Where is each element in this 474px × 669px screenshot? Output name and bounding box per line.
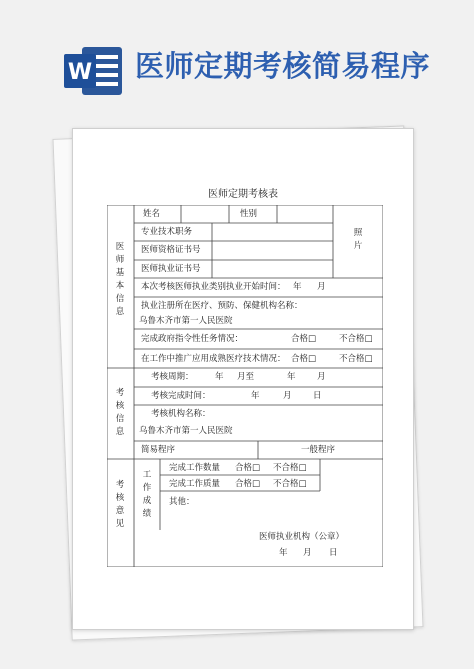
gov-task-label: 完成政府指令性任务情况： — [141, 334, 244, 344]
start-time-label: 本次考核医师执业类别执业开始时间： — [141, 282, 286, 292]
quality-label: 完成工作质量 — [169, 479, 221, 489]
gov-task-fail-checkbox[interactable]: 不合格□ — [339, 334, 373, 344]
period-label: 考核周期： — [151, 372, 194, 382]
complete-day: 日 — [313, 391, 322, 401]
promo-fail-checkbox[interactable]: 不合格□ — [339, 354, 373, 364]
gender-label: 性别 — [240, 209, 258, 219]
promo-pass-checkbox[interactable]: 合格□ — [291, 354, 317, 364]
word-document-icon — [64, 45, 124, 97]
start-month-label: 月 — [317, 282, 326, 292]
general-procedure-label: 一般程序 — [301, 445, 336, 455]
org-label: 考核机构名称： — [151, 409, 211, 419]
institution-value: 乌鲁木齐市第一人民医院 — [139, 316, 233, 326]
qualification-label: 医师资格证书号 — [141, 245, 201, 255]
photo-label: 照片 — [353, 228, 363, 251]
seal-month: 月 — [303, 548, 312, 558]
quality-fail-checkbox[interactable]: 不合格□ — [273, 479, 307, 489]
form-title: 医师定期考核表 — [208, 189, 278, 200]
document-page — [72, 128, 414, 630]
quantity-pass-checkbox[interactable]: 合格□ — [235, 463, 261, 473]
section-label-basic: 医师基本信息 — [115, 242, 125, 317]
svg-text:W: W — [67, 60, 93, 85]
section-label-assessment: 考核信息 — [115, 388, 125, 437]
quantity-label: 完成工作数量 — [169, 463, 221, 473]
period-year-2: 年 — [287, 372, 296, 382]
other-label: 其他： — [169, 497, 195, 507]
banner-title: 医师定期考核简易程序 — [135, 49, 431, 83]
simple-procedure-label: 简易程序 — [141, 445, 176, 455]
complete-time-label: 考核完成时间： — [151, 391, 211, 401]
quality-pass-checkbox[interactable]: 合格□ — [235, 479, 261, 489]
seal-year: 年 — [279, 548, 288, 558]
banner — [0, 0, 474, 118]
institution-label: 执业注册所在医疗、预防、保健机构名称： — [141, 301, 303, 311]
period-month-to: 月至 — [237, 372, 255, 382]
seal-day: 日 — [329, 548, 338, 558]
work-results-label: 工作成绩 — [142, 470, 152, 519]
complete-year: 年 — [251, 391, 260, 401]
section-label-opinion: 考核意见 — [115, 480, 125, 529]
title-label: 专业技术职务 — [141, 227, 193, 237]
name-label: 姓名 — [143, 209, 161, 219]
period-month-2: 月 — [317, 372, 326, 382]
promo-label: 在工作中推广应用成熟医疗技术情况： — [141, 354, 286, 364]
license-label: 医师执业证书号 — [141, 264, 201, 274]
assessment-form — [107, 205, 383, 567]
period-year-1: 年 — [215, 372, 224, 382]
gov-task-pass-checkbox[interactable]: 合格□ — [291, 334, 317, 344]
quantity-fail-checkbox[interactable]: 不合格□ — [273, 463, 307, 473]
start-year-label: 年 — [293, 282, 302, 292]
complete-month: 月 — [283, 391, 292, 401]
seal-label: 医师执业机构（公章） — [259, 532, 345, 542]
org-value: 乌鲁木齐市第一人民医院 — [139, 426, 233, 436]
